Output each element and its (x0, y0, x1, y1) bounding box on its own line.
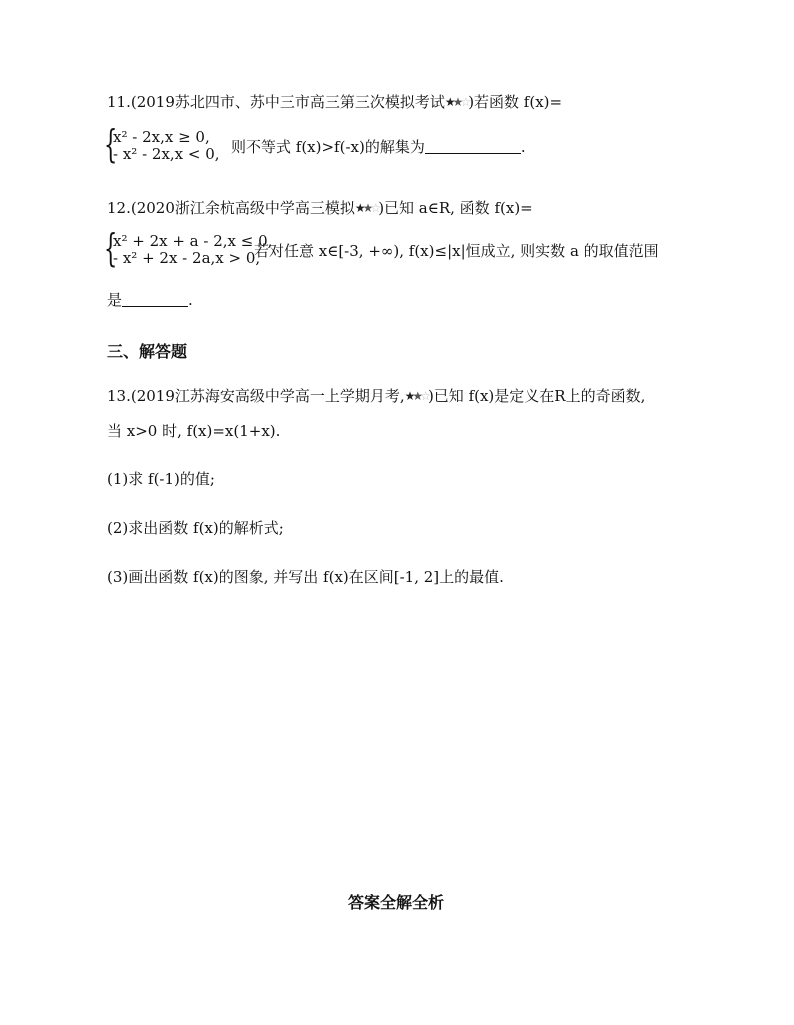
q13-stem: )已知 f(x)是定义在R上的奇函数, (427, 387, 646, 405)
section-title: 三、解答题 (107, 342, 188, 361)
q11-header (107, 92, 562, 112)
q12-case-1: x² + 2x + a - 2,x ≤ 0, (113, 232, 273, 250)
q12-answer-blank[interactable] (122, 291, 188, 307)
q11-piecewise (104, 122, 704, 168)
q11-stem: )若函数 f(x)= (468, 93, 563, 111)
q12-number: 12. (107, 199, 131, 217)
q13-source: (2019江苏海安高级中学高一上学期月考, (130, 387, 405, 405)
answer-section-title: 答案全解全析 (348, 893, 445, 912)
q12-source: (2020浙江余杭高级中学高三模拟 (130, 199, 355, 217)
brace-symbol: { (104, 226, 118, 270)
q12-line3: 是 . (107, 291, 193, 309)
q12-piecewise (104, 226, 704, 272)
difficulty-stars-icon: ★★☆ (354, 201, 379, 215)
difficulty-stars-icon: ★★☆ (444, 95, 469, 109)
q13-part-1: (1)求 f(-1)的值; (107, 470, 215, 488)
q12-stem: )已知 a∈R, 函数 f(x)= (378, 199, 533, 217)
brace-symbol: { (104, 122, 118, 166)
q13-number: 13. (107, 387, 131, 405)
difficulty-stars-icon: ★★☆ (404, 389, 428, 403)
q11-answer-blank[interactable] (425, 138, 521, 154)
q11-case-1: x² - 2x,x ≥ 0, (113, 128, 210, 146)
q13-part-2: (2)求出函数 f(x)的解析式; (107, 519, 284, 537)
q13-line2: 当 x>0 时, f(x)=x(1+x). (107, 422, 281, 440)
q11-number: 11. (107, 93, 131, 111)
q11-source: (2019苏北四市、苏中三市高三第三次模拟考试 (130, 93, 445, 111)
q11-case-2: - x² - 2x,x < 0, (113, 145, 220, 163)
q12-condition: 若对任意 x∈[-3, +∞), f(x)≤|x|恒成立, 则实数 a 的取值范围 (254, 242, 659, 260)
q13-part-3: (3)画出函数 f(x)的图象, 并写出 f(x)在区间[-1, 2]上的最值. (107, 568, 504, 586)
q12-header (107, 198, 533, 218)
q11-question: 则不等式 f(x)>f(-x)的解集为 . (231, 138, 526, 156)
q13-header (107, 386, 645, 406)
q12-case-2: - x² + 2x - 2a,x > 0, (113, 249, 261, 267)
